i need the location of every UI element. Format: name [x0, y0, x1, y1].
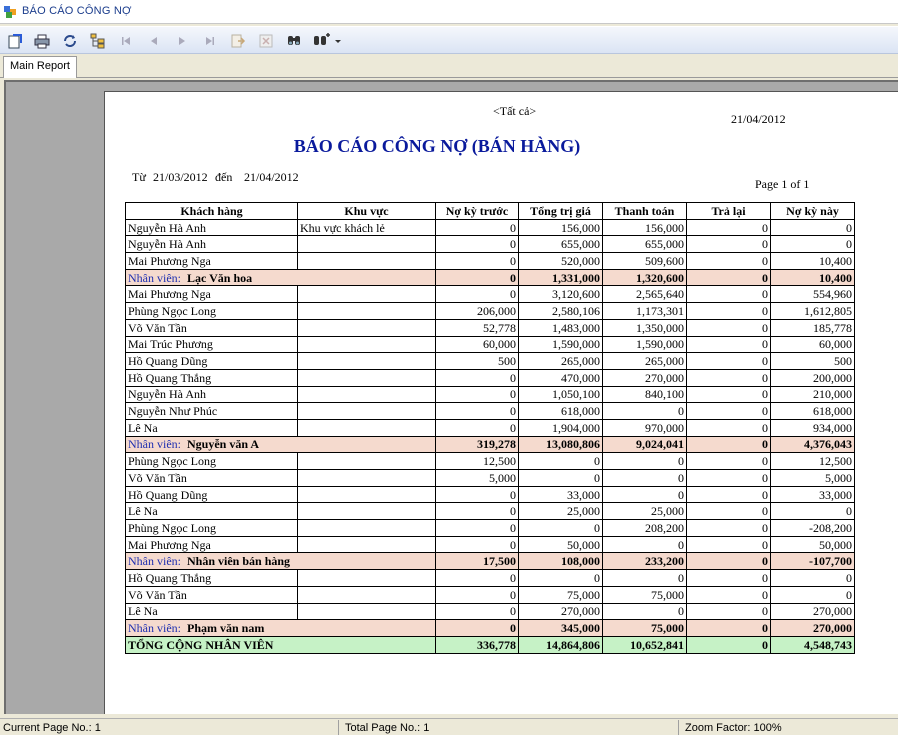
subtotal-row: [126, 620, 855, 637]
customer-cell: Nguyễn Hà Anh: [126, 219, 298, 236]
subtotal-cell: 1,320,600: [603, 269, 687, 286]
table-row: [126, 486, 855, 503]
amount-cell: 0: [687, 503, 771, 520]
amount-cell: 0: [687, 486, 771, 503]
amount-cell: 0: [687, 236, 771, 253]
region-cell: Khu vực khách lẻ: [298, 219, 436, 236]
amount-cell: 210,000: [771, 386, 855, 403]
customer-cell: Hồ Quang Dũng: [126, 353, 298, 370]
region-cell: [298, 403, 436, 420]
prev-page-icon[interactable]: [144, 32, 164, 50]
table-row: [126, 536, 855, 553]
subtotal-cell: 0: [687, 436, 771, 453]
amount-cell: 50,000: [771, 536, 855, 553]
region-cell: [298, 570, 436, 587]
column-header: Nợ kỳ trước: [436, 203, 519, 220]
table-row: [126, 503, 855, 520]
salesperson-cell: [126, 620, 436, 637]
amount-cell: 1,050,100: [519, 386, 603, 403]
tab-strip: [0, 54, 898, 78]
goto-page-icon[interactable]: [228, 32, 248, 50]
table-row: [126, 353, 855, 370]
amount-cell: 0: [687, 319, 771, 336]
amount-cell: 655,000: [603, 236, 687, 253]
find-icon[interactable]: [284, 32, 304, 50]
region-cell: [298, 503, 436, 520]
amount-cell: 0: [687, 536, 771, 553]
grand-total-cell: 4,548,743: [771, 636, 855, 653]
amount-cell: 5,000: [436, 470, 519, 487]
customer-cell: Hồ Quang Thắng: [126, 570, 298, 587]
amount-cell: 0: [687, 369, 771, 386]
column-header: Nợ kỳ này: [771, 203, 855, 220]
group-tree-icon[interactable]: [88, 32, 108, 50]
amount-cell: 0: [603, 453, 687, 470]
page-info: Page 1 of 1: [755, 177, 810, 191]
customer-cell: Phùng Ngọc Long: [126, 303, 298, 320]
amount-cell: 1,612,805: [771, 303, 855, 320]
amount-cell: 0: [519, 453, 603, 470]
subtotal-cell: 10,400: [771, 269, 855, 286]
amount-cell: 970,000: [603, 419, 687, 436]
amount-cell: 265,000: [519, 353, 603, 370]
customer-cell: Võ Văn Tần: [126, 470, 298, 487]
amount-cell: 270,000: [519, 603, 603, 620]
amount-cell: 10,400: [771, 253, 855, 270]
subtotal-row: [126, 436, 855, 453]
amount-cell: 618,000: [519, 403, 603, 420]
amount-cell: 0: [436, 503, 519, 520]
customer-cell: Hồ Quang Dũng: [126, 486, 298, 503]
region-cell: [298, 236, 436, 253]
amount-cell: 470,000: [519, 369, 603, 386]
amount-cell: 206,000: [436, 303, 519, 320]
amount-cell: 5,000: [771, 470, 855, 487]
amount-cell: 0: [687, 453, 771, 470]
grand-total-cell: 336,778: [436, 636, 519, 653]
subtotal-cell: 0: [687, 620, 771, 637]
table-row: [126, 336, 855, 353]
customer-cell: Lê Na: [126, 503, 298, 520]
amount-cell: 2,580,106: [519, 303, 603, 320]
amount-cell: 520,000: [519, 253, 603, 270]
amount-cell: 500: [771, 353, 855, 370]
amount-cell: 0: [771, 236, 855, 253]
table-row: [126, 403, 855, 420]
period-to-label: đến: [215, 170, 233, 184]
customer-cell: Phùng Ngọc Long: [126, 520, 298, 537]
customer-cell: Nguyễn Như Phúc: [126, 403, 298, 420]
amount-cell: 0: [687, 570, 771, 587]
zoom-factor-status: Zoom Factor: 100%: [685, 722, 782, 734]
region-cell: [298, 386, 436, 403]
region-cell: [298, 353, 436, 370]
customer-cell: Mai Trúc Phương: [126, 336, 298, 353]
salesperson-cell: [126, 553, 436, 570]
region-cell: [298, 369, 436, 386]
period-from-date: 21/03/2012: [153, 170, 208, 184]
period-to-date: 21/04/2012: [244, 170, 299, 184]
subtotal-cell: 233,200: [603, 553, 687, 570]
amount-cell: 0: [687, 253, 771, 270]
amount-cell: 0: [436, 236, 519, 253]
amount-cell: 934,000: [771, 419, 855, 436]
tab-main-report[interactable]: Main Report: [3, 56, 77, 78]
amount-cell: 554,960: [771, 286, 855, 303]
amount-cell: 265,000: [603, 353, 687, 370]
amount-cell: 0: [687, 520, 771, 537]
amount-cell: 1,590,000: [603, 336, 687, 353]
report-page: [104, 91, 898, 714]
amount-cell: 50,000: [519, 536, 603, 553]
amount-cell: 25,000: [603, 503, 687, 520]
amount-cell: 208,200: [603, 520, 687, 537]
customer-cell: Võ Văn Tần: [126, 586, 298, 603]
region-cell: [298, 286, 436, 303]
customer-cell: Mai Phương Nga: [126, 536, 298, 553]
status-bar: [0, 718, 898, 735]
stop-icon[interactable]: [256, 32, 276, 50]
zoom-icon[interactable]: [312, 32, 342, 50]
table-row: [126, 470, 855, 487]
amount-cell: 0: [436, 286, 519, 303]
region-cell: [298, 419, 436, 436]
amount-cell: 509,600: [603, 253, 687, 270]
subtotal-cell: 319,278: [436, 436, 519, 453]
region-cell: [298, 453, 436, 470]
amount-cell: 0: [603, 470, 687, 487]
last-page-icon[interactable]: [200, 32, 220, 50]
salesperson-cell: [126, 269, 436, 286]
table-row: [126, 520, 855, 537]
amount-cell: 0: [519, 470, 603, 487]
table-row: [126, 219, 855, 236]
amount-cell: 1,483,000: [519, 319, 603, 336]
region-cell: [298, 336, 436, 353]
next-page-icon[interactable]: [172, 32, 192, 50]
customer-cell: Lê Na: [126, 603, 298, 620]
amount-cell: 75,000: [519, 586, 603, 603]
amount-cell: 0: [603, 403, 687, 420]
subtotal-cell: 345,000: [519, 620, 603, 637]
table-body: [126, 219, 855, 653]
table-row: [126, 286, 855, 303]
subtotal-cell: 0: [687, 269, 771, 286]
customer-cell: Võ Văn Tần: [126, 319, 298, 336]
amount-cell: 0: [687, 336, 771, 353]
subtotal-row: [126, 269, 855, 286]
filter-label: <Tất cả>: [493, 104, 537, 118]
subtotal-cell: 13,080,806: [519, 436, 603, 453]
amount-cell: 60,000: [436, 336, 519, 353]
amount-cell: 0: [603, 603, 687, 620]
amount-cell: 618,000: [771, 403, 855, 420]
current-page-status: Current Page No.: 1: [3, 722, 101, 734]
total-page-status: Total Page No.: 1: [345, 722, 430, 734]
region-cell: [298, 303, 436, 320]
amount-cell: 156,000: [519, 219, 603, 236]
grand-total-label: TỔNG CỘNG NHÂN VIÊN: [126, 636, 436, 653]
export-icon[interactable]: [5, 32, 25, 50]
salesperson-label: Nhân viên:: [128, 270, 181, 285]
amount-cell: 1,904,000: [519, 419, 603, 436]
status-divider: [678, 720, 679, 735]
column-header: Trả lại: [687, 203, 771, 220]
salesperson-label: Nhân viên:: [128, 621, 181, 636]
title-bar: [0, 0, 898, 24]
amount-cell: 0: [687, 303, 771, 320]
customer-cell: Mai Phương Nga: [126, 253, 298, 270]
print-icon[interactable]: [32, 32, 52, 50]
amount-cell: 0: [436, 219, 519, 236]
salesperson-name: Nhân viên bán hàng: [187, 554, 291, 569]
table-row: [126, 319, 855, 336]
amount-cell: 12,500: [436, 453, 519, 470]
app-icon: [3, 5, 17, 19]
table-row: [126, 603, 855, 620]
amount-cell: 0: [603, 486, 687, 503]
subtotal-cell: 4,376,043: [771, 436, 855, 453]
table-row: [126, 419, 855, 436]
amount-cell: 270,000: [771, 603, 855, 620]
amount-cell: 0: [436, 369, 519, 386]
amount-cell: 0: [436, 486, 519, 503]
amount-cell: 2,565,640: [603, 286, 687, 303]
amount-cell: 12,500: [771, 453, 855, 470]
amount-cell: 0: [687, 353, 771, 370]
table-row: [126, 453, 855, 470]
amount-cell: 0: [436, 386, 519, 403]
amount-cell: 840,100: [603, 386, 687, 403]
region-cell: [298, 603, 436, 620]
salesperson-label: Nhân viên:: [128, 437, 181, 452]
amount-cell: 0: [771, 503, 855, 520]
amount-cell: 0: [436, 403, 519, 420]
customer-cell: Nguyễn Hà Anh: [126, 236, 298, 253]
amount-cell: 0: [687, 403, 771, 420]
print-date: 21/04/2012: [731, 112, 786, 126]
salesperson-name: Phạm văn nam: [187, 621, 265, 636]
amount-cell: -208,200: [771, 520, 855, 537]
amount-cell: 0: [436, 603, 519, 620]
amount-cell: 60,000: [771, 336, 855, 353]
region-cell: [298, 520, 436, 537]
region-cell: [298, 486, 436, 503]
customer-cell: Mai Phương Nga: [126, 286, 298, 303]
amount-cell: 0: [771, 570, 855, 587]
column-header: Khu vực: [298, 203, 436, 220]
salesperson-name: Nguyễn văn A: [187, 437, 260, 452]
amount-cell: 25,000: [519, 503, 603, 520]
subtotal-cell: 17,500: [436, 553, 519, 570]
amount-cell: 156,000: [603, 219, 687, 236]
amount-cell: 3,120,600: [519, 286, 603, 303]
customer-cell: Lê Na: [126, 419, 298, 436]
amount-cell: 0: [436, 520, 519, 537]
subtotal-cell: 9,024,041: [603, 436, 687, 453]
refresh-icon[interactable]: [60, 32, 80, 50]
region-cell: [298, 586, 436, 603]
report-title: BÁO CÁO CÔNG NỢ (BÁN HÀNG): [293, 136, 581, 156]
amount-cell: 0: [603, 536, 687, 553]
subtotal-cell: 0: [436, 620, 519, 637]
amount-cell: 270,000: [603, 369, 687, 386]
grand-total-cell: 14,864,806: [519, 636, 603, 653]
column-header: Tổng trị giá: [519, 203, 603, 220]
amount-cell: 655,000: [519, 236, 603, 253]
grand-total-cell: 10,652,841: [603, 636, 687, 653]
amount-cell: 0: [771, 586, 855, 603]
grand-total-row: [126, 636, 855, 653]
amount-cell: 0: [687, 586, 771, 603]
table-header-row: [126, 203, 855, 220]
subtotal-cell: 0: [436, 269, 519, 286]
report-toolbar: [0, 26, 898, 54]
amount-cell: 75,000: [603, 586, 687, 603]
subtotal-cell: 1,331,000: [519, 269, 603, 286]
amount-cell: 0: [603, 570, 687, 587]
salesperson-name: Lạc Văn hoa: [187, 270, 253, 285]
amount-cell: 0: [436, 253, 519, 270]
salesperson-cell: [126, 436, 436, 453]
subtotal-cell: -107,700: [771, 553, 855, 570]
amount-cell: 0: [436, 419, 519, 436]
table-row: [126, 386, 855, 403]
table-row: [126, 253, 855, 270]
amount-cell: 0: [519, 520, 603, 537]
subtotal-row: [126, 553, 855, 570]
amount-cell: 0: [687, 419, 771, 436]
table-row: [126, 236, 855, 253]
table-row: [126, 303, 855, 320]
amount-cell: 0: [687, 470, 771, 487]
status-divider: [338, 720, 339, 735]
table-row: [126, 369, 855, 386]
region-cell: [298, 536, 436, 553]
amount-cell: 1,173,301: [603, 303, 687, 320]
region-cell: [298, 253, 436, 270]
region-cell: [298, 319, 436, 336]
amount-cell: 200,000: [771, 369, 855, 386]
grand-total-cell: 0: [687, 636, 771, 653]
column-header: Thanh toán: [603, 203, 687, 220]
amount-cell: 0: [519, 570, 603, 587]
window-title: BÁO CÁO CÔNG NỢ: [22, 5, 132, 17]
amount-cell: 500: [436, 353, 519, 370]
amount-cell: 1,350,000: [603, 319, 687, 336]
debt-report-table: [125, 202, 855, 654]
amount-cell: 33,000: [771, 486, 855, 503]
amount-cell: 0: [436, 536, 519, 553]
amount-cell: 185,778: [771, 319, 855, 336]
subtotal-cell: 75,000: [603, 620, 687, 637]
amount-cell: 0: [687, 219, 771, 236]
region-cell: [298, 470, 436, 487]
amount-cell: 52,778: [436, 319, 519, 336]
table-row: [126, 570, 855, 587]
customer-cell: Hồ Quang Thắng: [126, 369, 298, 386]
amount-cell: 0: [687, 286, 771, 303]
first-page-icon[interactable]: [116, 32, 136, 50]
amount-cell: 0: [436, 570, 519, 587]
amount-cell: 0: [436, 586, 519, 603]
amount-cell: 0: [771, 219, 855, 236]
amount-cell: 0: [687, 386, 771, 403]
period-from-label: Từ: [132, 170, 146, 184]
salesperson-label: Nhân viên:: [128, 554, 181, 569]
amount-cell: 1,590,000: [519, 336, 603, 353]
column-header: Khách hàng: [126, 203, 298, 220]
customer-cell: Phùng Ngọc Long: [126, 453, 298, 470]
amount-cell: 33,000: [519, 486, 603, 503]
customer-cell: Nguyễn Hà Anh: [126, 386, 298, 403]
subtotal-cell: 108,000: [519, 553, 603, 570]
table-row: [126, 586, 855, 603]
amount-cell: 0: [687, 603, 771, 620]
subtotal-cell: 0: [687, 553, 771, 570]
subtotal-cell: 270,000: [771, 620, 855, 637]
